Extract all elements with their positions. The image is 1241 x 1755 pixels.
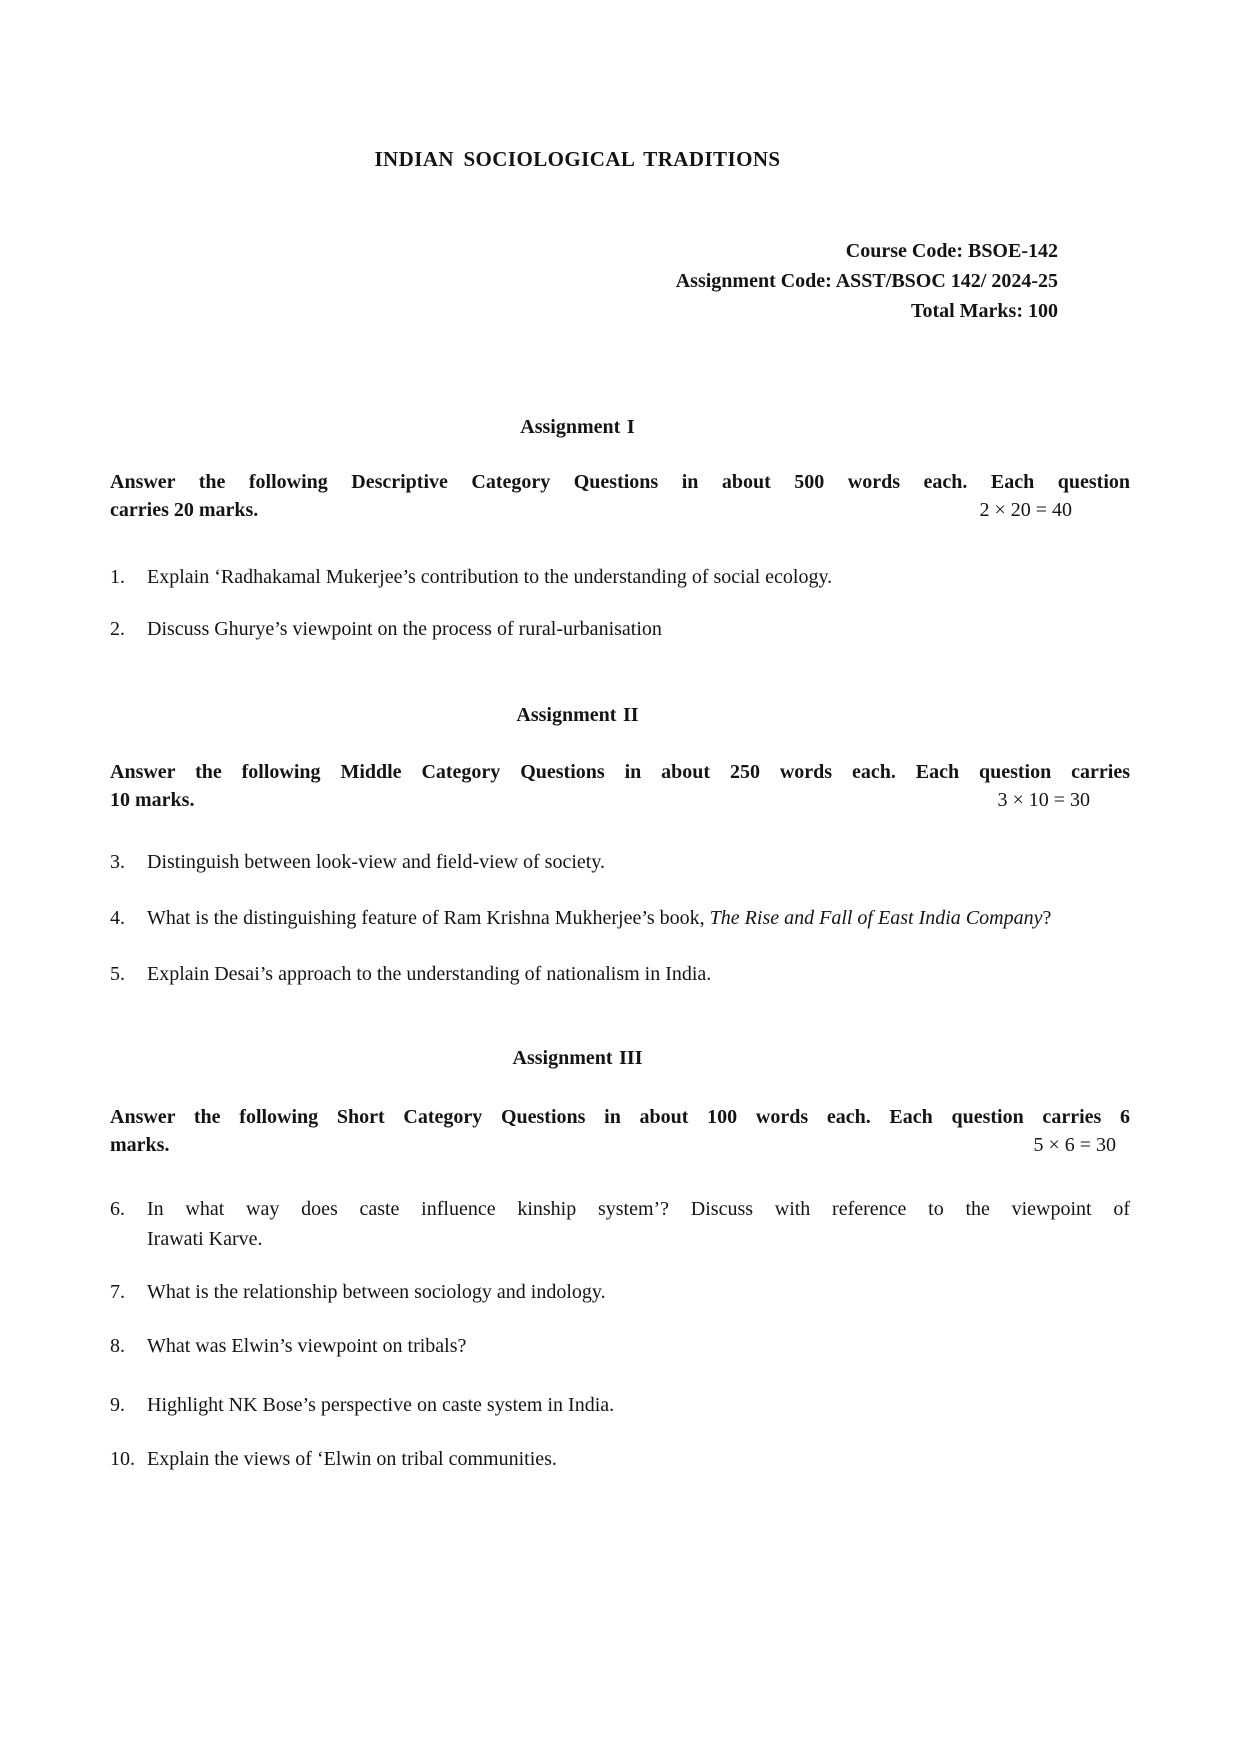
question-text-segment: ? (1042, 907, 1052, 929)
instruction-line-2-text: 10 marks. (110, 789, 195, 811)
question-number: 8. (110, 1335, 125, 1357)
question-number: 5. (110, 963, 125, 985)
question-number: 10. (110, 1448, 135, 1470)
section-heading-assignment-2: Assignment II (516, 704, 639, 726)
total-marks: Total Marks: 100 (910, 300, 1058, 322)
question-text (147, 1194, 1130, 1254)
question-text: What was Elwin’s viewpoint on tribals? (147, 1335, 467, 1357)
instruction-line-1: Answer the following Middle Category Questions in about 250 words each. Each question carries (110, 761, 1130, 783)
book-title-italic: India Company (918, 907, 1043, 929)
question-number: 6. (110, 1198, 125, 1220)
document-meta-block (110, 236, 1130, 326)
question-item-10 (110, 1444, 1130, 1474)
question-item-5 (110, 959, 1130, 989)
question-text-line-2: Irawati Karve. (147, 1228, 263, 1250)
question-text: What is the relationship between sociology and indology. (147, 1281, 606, 1303)
question-number: 4. (110, 907, 125, 929)
section-heading-assignment-3: Assignment III (512, 1047, 643, 1069)
question-item-8 (110, 1331, 1130, 1361)
question-text: Explain Desai’s approach to the understanding of nationalism in India. (147, 963, 712, 985)
section-instruction-assignment-1 (110, 468, 1130, 524)
question-item-7 (110, 1277, 1130, 1307)
question-number: 3. (110, 851, 125, 873)
marks-formula: 2 × 20 = 40 (979, 499, 1072, 521)
marks-formula: 5 × 6 = 30 (1033, 1134, 1116, 1156)
instruction-line-2 (110, 496, 1130, 524)
section-instruction-assignment-2 (110, 758, 1130, 814)
section-instruction-assignment-3 (110, 1103, 1130, 1159)
instruction-line-2 (110, 786, 1130, 814)
section-heading-assignment-1: Assignment I (520, 416, 635, 438)
book-title-italic: The Rise and Fall of East (709, 907, 914, 929)
question-item-4 (110, 903, 1130, 933)
question-number: 2. (110, 618, 125, 640)
question-number: 9. (110, 1394, 125, 1416)
question-text: Highlight NK Bose’s perspective on caste system in India. (147, 1394, 615, 1416)
question-text-segment: What is the distinguishing feature of Ram Krishna Mukherjee’s book, (147, 907, 710, 929)
question-item-1 (110, 562, 1130, 592)
instruction-line-1: Answer the following Short Category Questions in about 100 words each. Each question carries 6 (110, 1106, 1130, 1128)
question-text: Distinguish between look-view and field-view of society. (147, 851, 606, 873)
question-text: Discuss Ghurye’s viewpoint on the process of rural-urbanisation (147, 618, 662, 640)
marks-formula: 3 × 10 = 30 (997, 789, 1090, 811)
instruction-line-1: Answer the following Descriptive Category Questions in about 500 words each. Each question (110, 471, 1130, 493)
course-code: Course Code: BSOE-142 (845, 240, 1058, 262)
question-text: Explain ‘Radhakamal Mukerjee’s contribution to the understanding of social ecology. (147, 566, 833, 588)
document-title: INDIAN SOCIOLOGICAL TRADITIONS (374, 147, 781, 171)
question-text: Explain the views of ‘Elwin on tribal communities. (147, 1448, 557, 1470)
question-text-line-1: In what way does caste influence kinship system’? Discuss with reference to the viewpoint of (147, 1198, 1130, 1220)
question-text-line-2 (919, 907, 1052, 929)
instruction-line-2-text: marks. (110, 1134, 170, 1156)
question-number: 7. (110, 1281, 125, 1303)
question-number: 1. (110, 566, 125, 588)
question-item-9 (110, 1390, 1130, 1420)
question-text (147, 903, 1130, 933)
assignment-code: Assignment Code: ASST/BSOC 142/ 2024-25 (675, 270, 1058, 292)
question-item-3 (110, 847, 1130, 877)
instruction-line-2-text: carries 20 marks. (110, 499, 259, 521)
question-text-line-1 (147, 907, 914, 929)
question-item-6 (110, 1194, 1130, 1254)
question-item-2 (110, 614, 1130, 644)
instruction-line-2 (110, 1131, 1130, 1159)
